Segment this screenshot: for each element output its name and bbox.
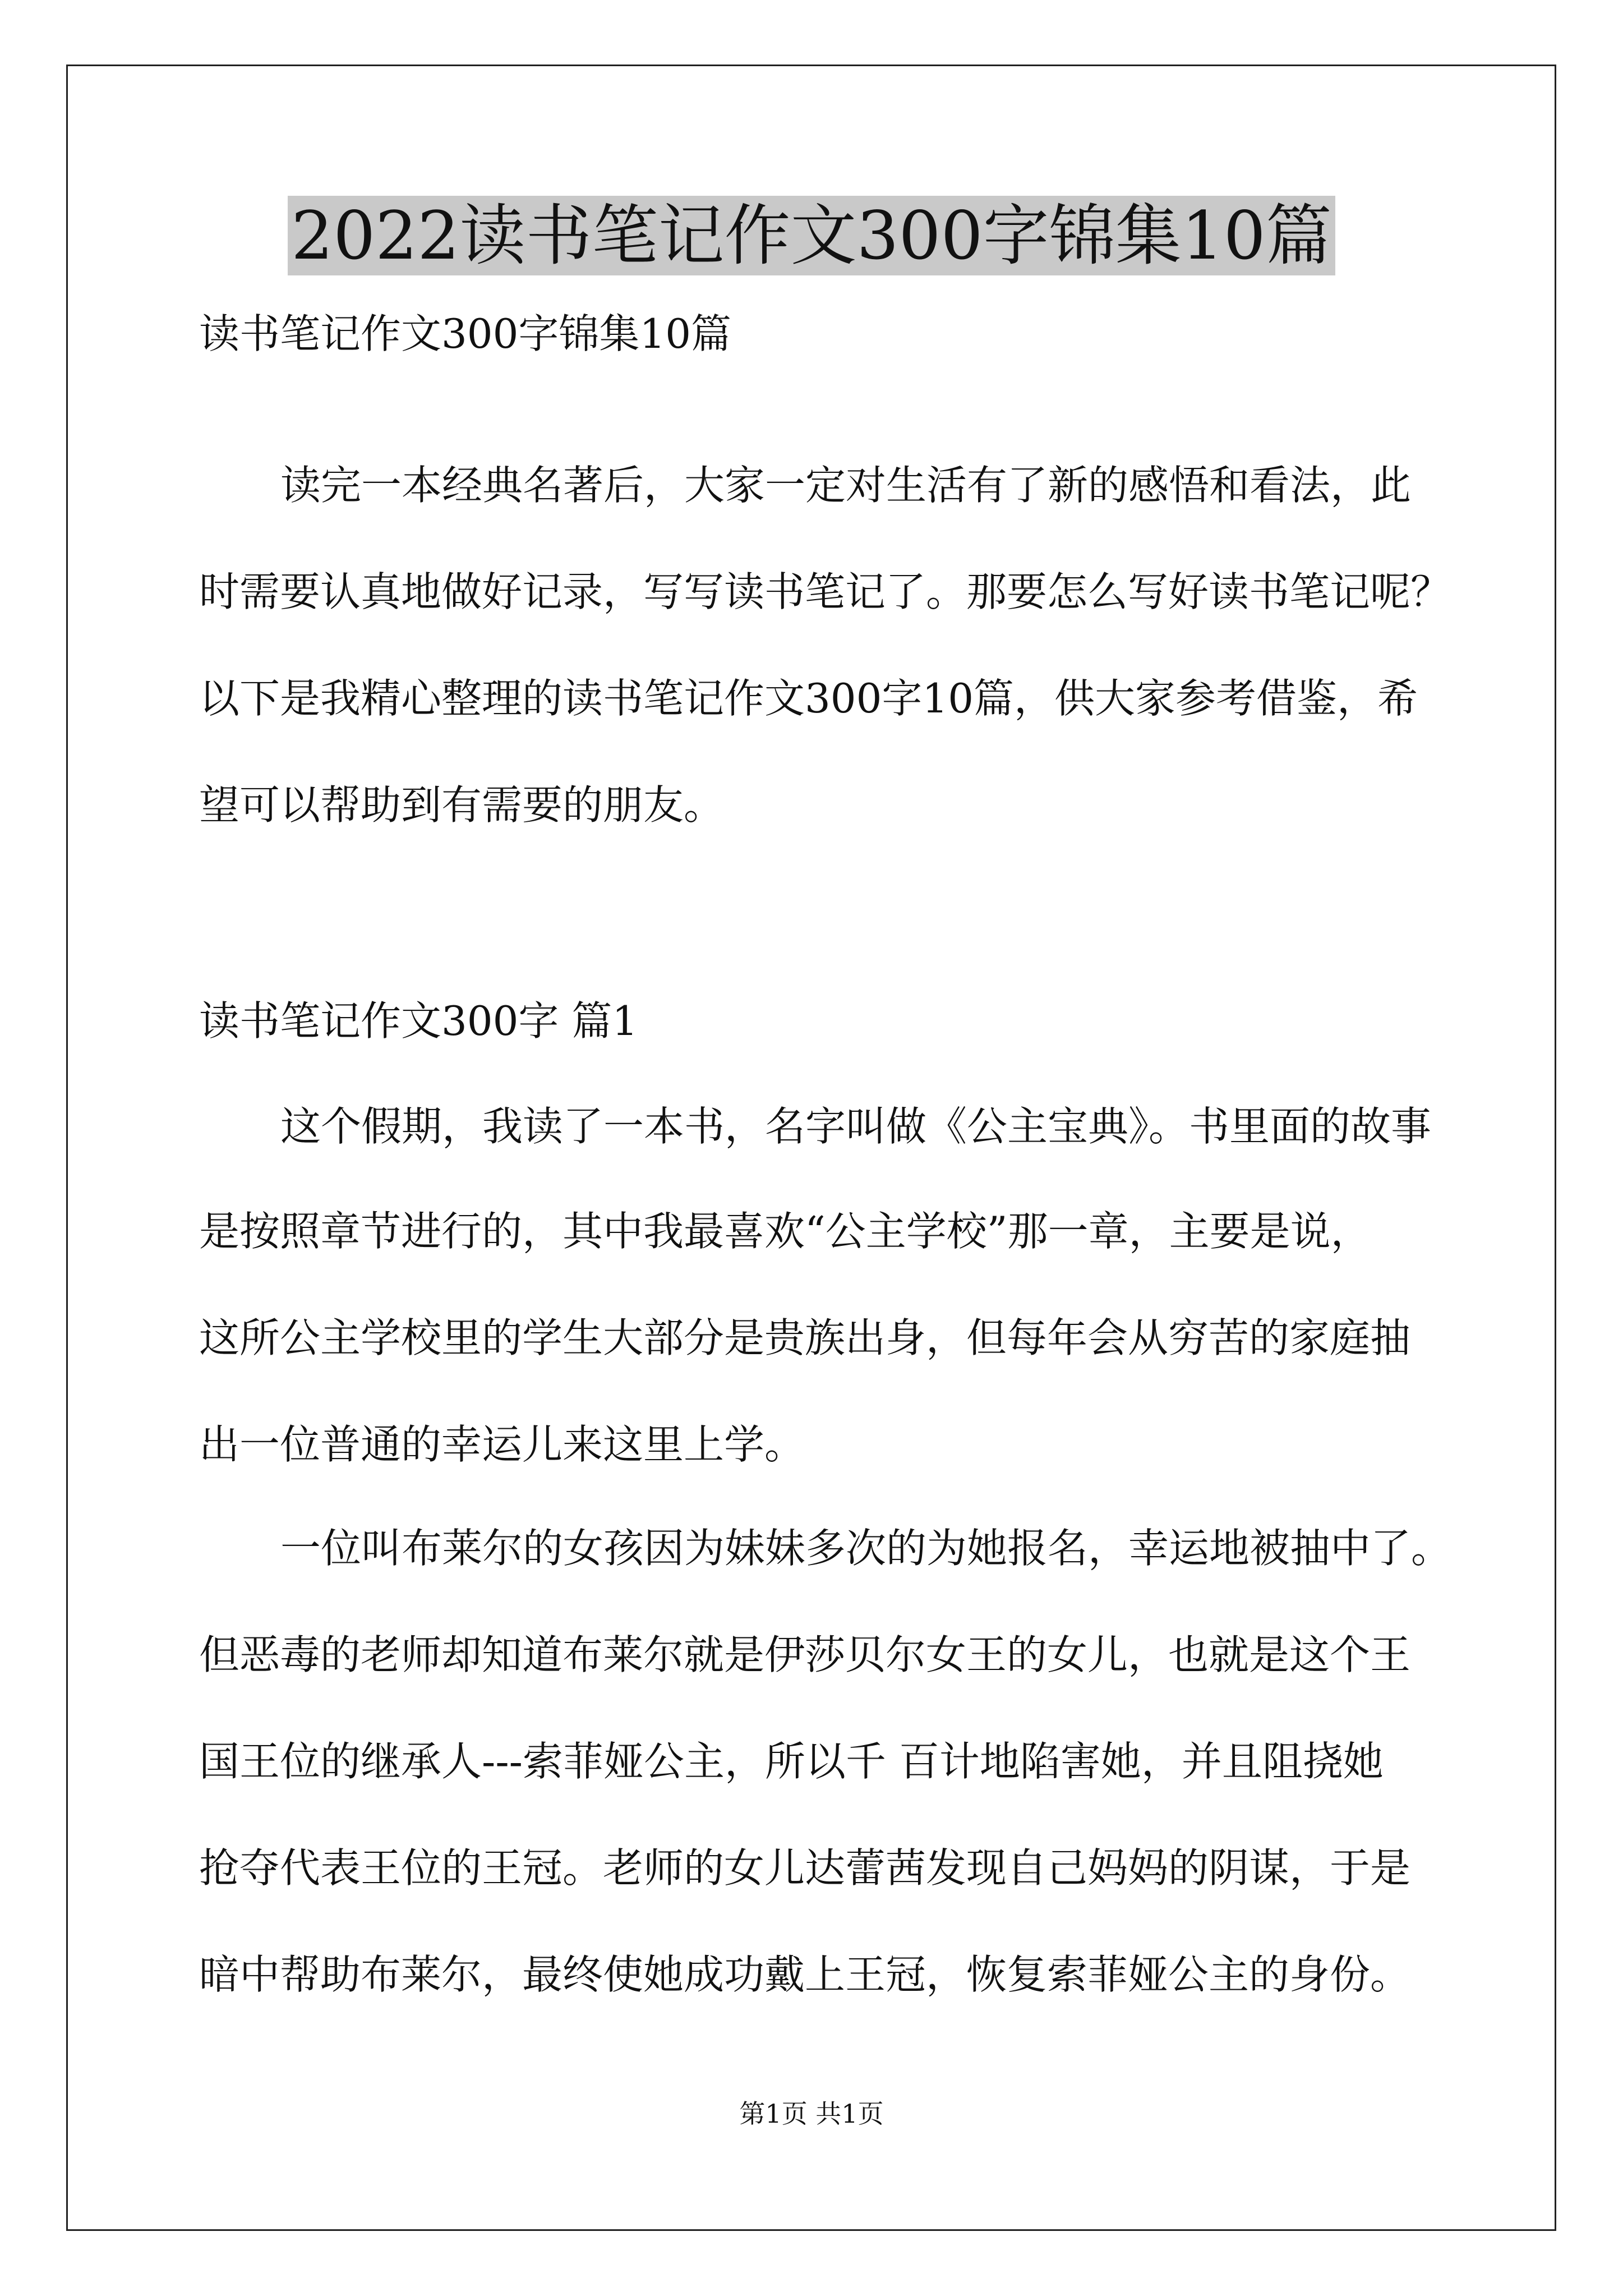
- page-footer: 第1页 共1页: [739, 2099, 884, 2129]
- paragraph-line: 这个假期，我读了一本书，名字叫做《公主宝典》。书里面的故事: [280, 1103, 1432, 1150]
- paragraph-line: 一位叫布莱尔的女孩因为妹妹多次的为她报名，幸运地被抽中了。: [280, 1525, 1452, 1572]
- document-subtitle: 读书笔记作文300字锦集10篇: [199, 310, 732, 357]
- intro-line: 以下是我精心整理的读书笔记作文300字10篇，供大家参考借鉴，希: [199, 675, 1418, 722]
- intro-line: 时需要认真地做好记录，写写读书笔记了。那要怎么写好读书笔记呢？: [199, 568, 1451, 615]
- paragraph-line: 但恶毒的老师却知道布莱尔就是伊莎贝尔女王的女儿，也就是这个王: [199, 1631, 1411, 1678]
- paragraph-line: 是按照章节进行的，其中我最喜欢“公主学校”那一章，主要是说，: [199, 1208, 1371, 1255]
- intro-line: 望可以帮助到有需要的朋友。: [199, 781, 725, 829]
- document-title-text: 2022读书笔记作文300字锦集10篇: [288, 196, 1335, 275]
- intro-line: 读完一本经典名著后，大家一定对生活有了新的感悟和看法，此: [280, 462, 1412, 509]
- paragraph-line: 暗中帮助布莱尔，最终使她成功戴上王冠，恢复索菲娅公主的身份。: [199, 1951, 1411, 1998]
- section-heading: 读书笔记作文300字 篇1: [199, 997, 638, 1045]
- paragraph-line: 出一位普通的幸运儿来这里上学。: [199, 1421, 805, 1468]
- paragraph-line: 这所公主学校里的学生大部分是贵族出身，但每年会从穷苦的家庭抽: [199, 1314, 1411, 1361]
- paragraph-line: 国王位的继承人---索菲娅公主，所以千 百计地陷害她，并且阻挠她: [199, 1738, 1384, 1785]
- document-title: [0, 194, 1623, 278]
- paragraph-line: 抢夺代表王位的王冠。老师的女儿达蕾茜发现自己妈妈的阴谋，于是: [199, 1844, 1411, 1892]
